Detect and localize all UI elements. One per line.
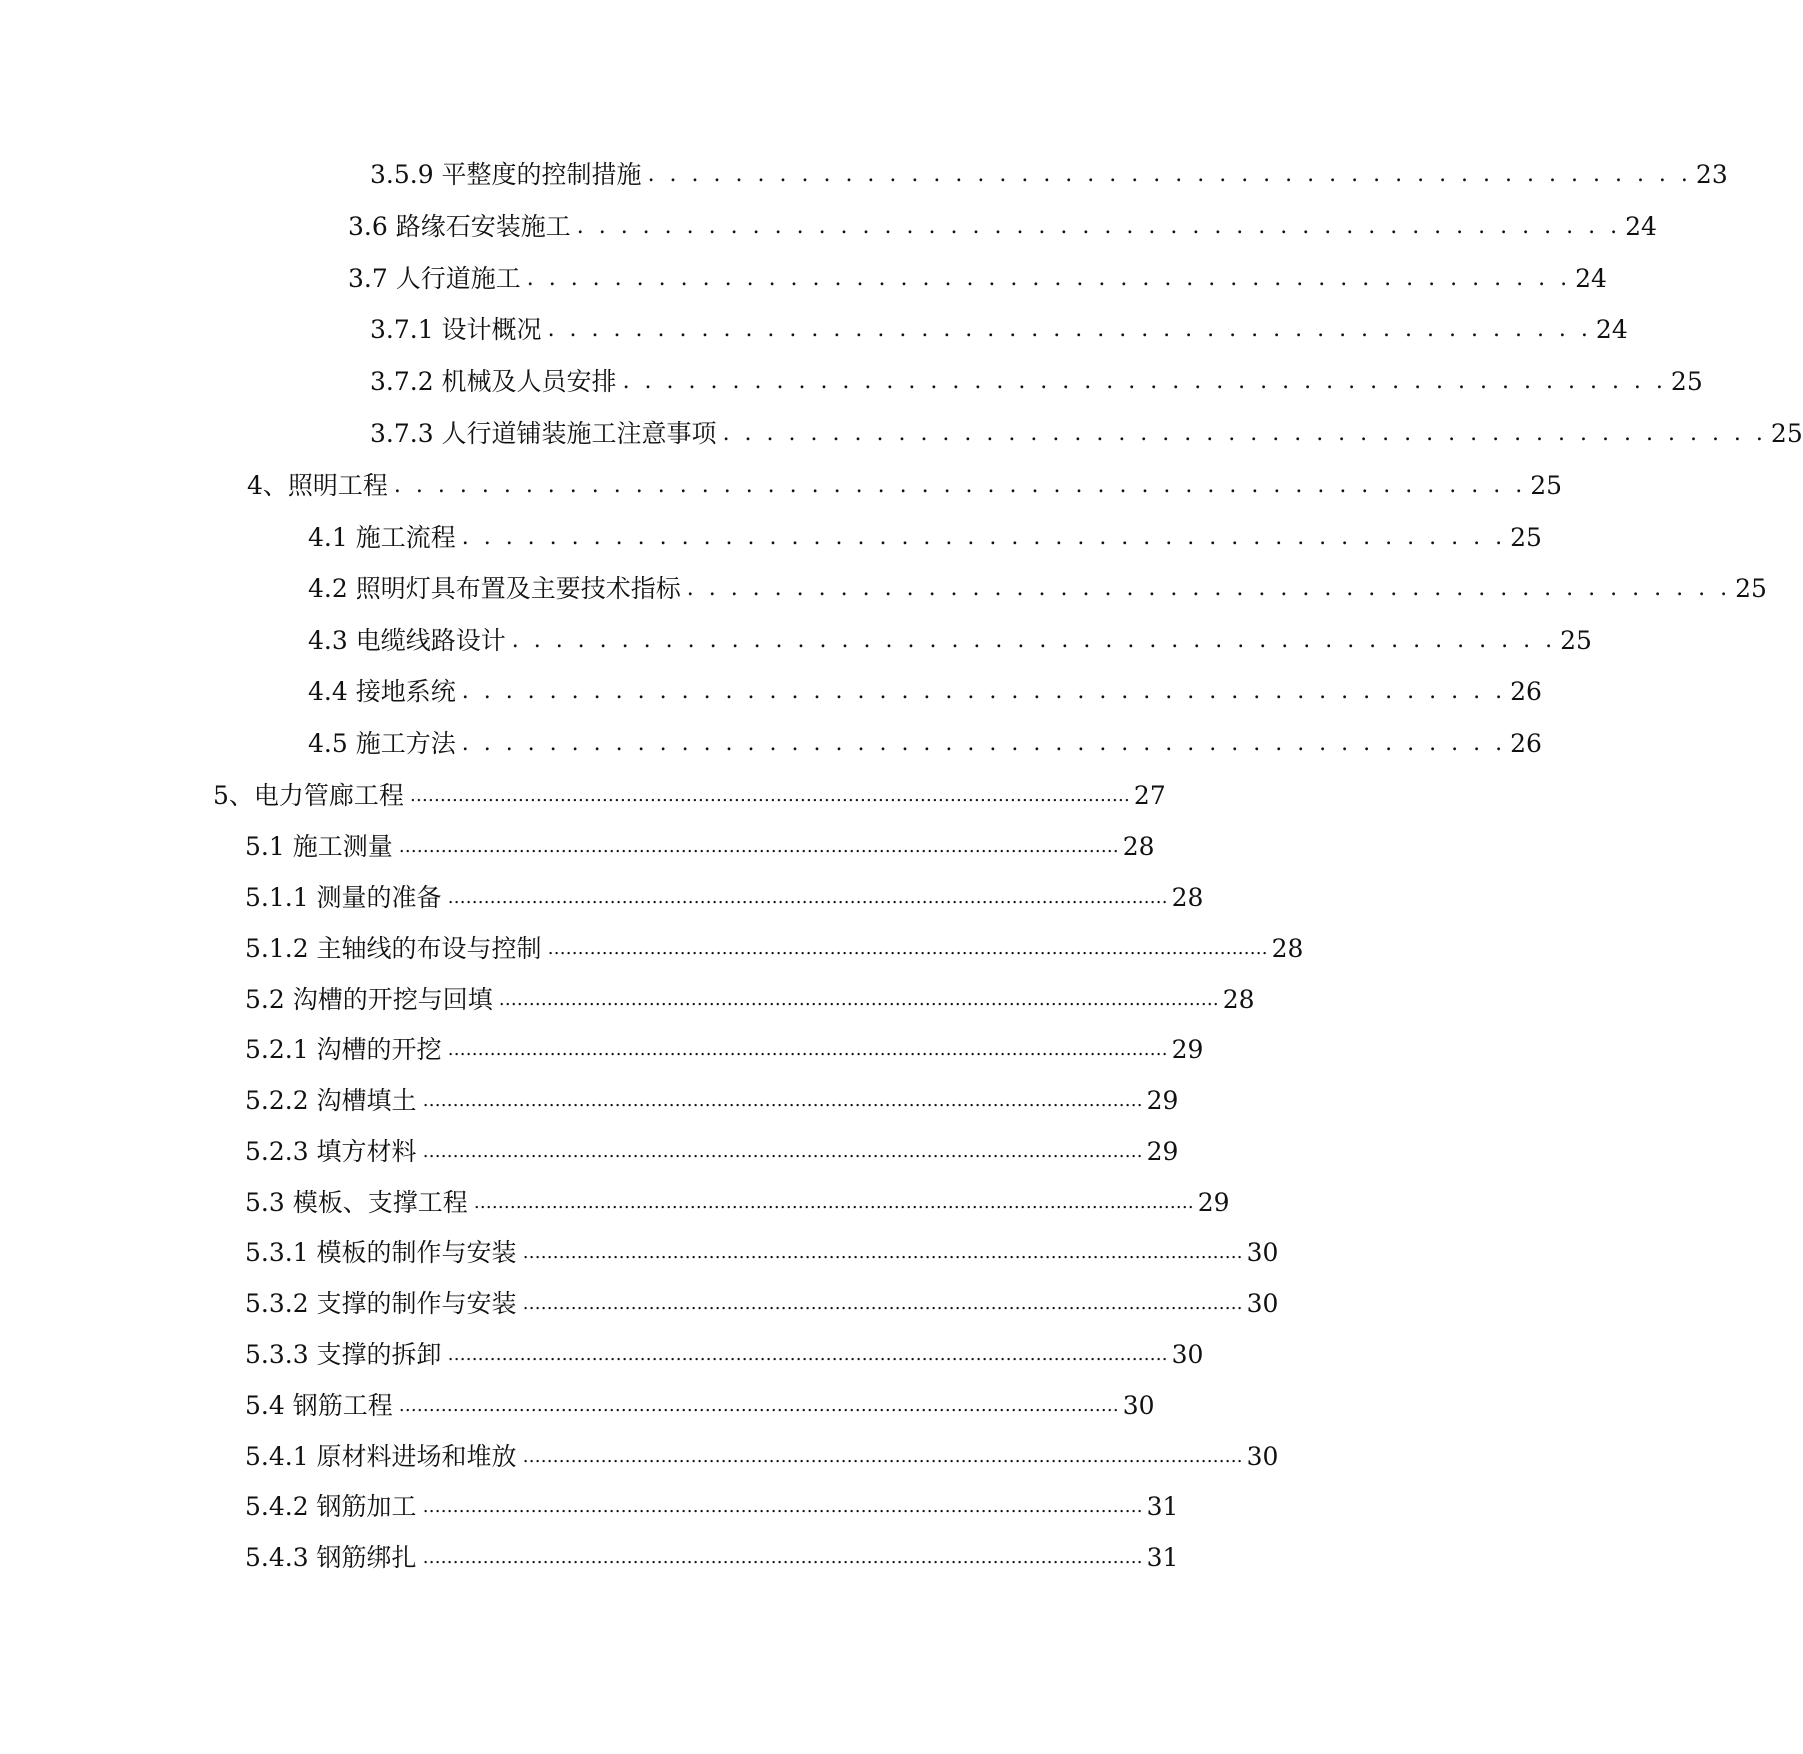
toc-leader-dots: . . . . . . . . . . . . . . . . . . . . . . . . . . . . . . . . . . . . . . . . . . . . . . . . . . . . [393,473,1527,498]
toc-entry-title: 5.4.1 原材料进场和堆放 [245,1442,517,1471]
toc-leader-dots: ………………………………………………………………………………………………………… [409,785,1130,806]
toc-entry-page: 29 [1171,1035,1204,1064]
toc-leader-dots: . . . . . . . . . . . . . . . . . . . . . . . . . . . . . . . . . . . . . . . . . . . . . . . . [686,576,1732,601]
toc-entry-title: 5.3.2 支撑的制作与安装 [245,1289,517,1318]
toc-entry[interactable] [308,515,1542,555]
toc-entry-title: 5.2.3 填方材料 [245,1137,417,1166]
toc-entry-title: 3.7.2 机械及人员安排 [370,367,617,396]
toc-entry[interactable] [245,1484,1179,1524]
toc-entry[interactable] [247,463,1563,503]
toc-entry-page: 24 [1575,264,1607,293]
toc-entry-page: 28 [1171,883,1204,912]
toc-entry-title: 5.4 钢筋工程 [245,1391,393,1420]
toc-entry-page: 28 [1271,934,1304,963]
toc-entry-title: 5、电力管廊工程 [213,781,404,810]
toc-leader-dots: . . . . . . . . . . . . . . . . . . . . . . . . . . . . . . . . . . . . . . . . . . . . . . . . [461,731,1507,756]
toc-leader-dots: ………………………………………………………………………………………………………… [522,1242,1243,1263]
toc-entry[interactable] [213,773,1166,813]
toc-entry-page: 25 [1670,367,1703,396]
toc-leader-dots: ………………………………………………………………………………………………………… [422,1547,1143,1568]
toc-leader-dots: . . . . . . . . . . . . . . . . . . . . . . . . . . . . . . . . . . . . . . . . . . . . . . . . [622,369,1667,394]
toc-leader-dots: ………………………………………………………………………………………………………… [522,1446,1243,1467]
toc-entry-title: 5.1.2 主轴线的布设与控制 [245,934,542,963]
toc-leader-dots: ………………………………………………………………………………………………………… [422,1090,1143,1111]
toc-entry-title: 5.2.2 沟槽填土 [245,1086,417,1115]
toc-entry-title: 4.5 施工方法 [308,729,456,758]
toc-entry-title: 4、照明工程 [247,471,388,500]
toc-entry-page: 24 [1625,212,1657,241]
toc-entry-title: 5.1 施工测量 [245,832,393,861]
toc-leader-dots: . . . . . . . . . . . . . . . . . . . . . . . . . . . . . . . . . . . . . . . . . . . . . . . . [547,317,1592,342]
toc-entry-title: 5.3 模板、支撑工程 [245,1188,468,1217]
toc-entry-title: 5.2.1 沟槽的开挖 [245,1035,442,1064]
toc-entry[interactable] [245,977,1255,1017]
toc-entry-page: 25 [1510,523,1542,552]
toc-leader-dots: . . . . . . . . . . . . . . . . . . . . . . . . . . . . . . . . . . . . . . . . . . . . . . . . [461,525,1507,550]
toc-leader-dots: ………………………………………………………………………………………………………… [522,1293,1243,1314]
toc-entry-page: 27 [1133,781,1166,810]
toc-entry-title: 4.2 照明灯具布置及主要技术指标 [308,574,681,603]
toc-entry[interactable] [370,411,1803,451]
toc-entry-page: 26 [1510,677,1542,706]
toc-leader-dots: . . . . . . . . . . . . . . . . . . . . . . . . . . . . . . . . . . . . . . . . . . . . . . . . [647,162,1692,187]
toc-leader-dots: ………………………………………………………………………………………………………… [447,1039,1168,1060]
toc-entry[interactable] [245,1027,1204,1067]
toc-leader-dots: . . . . . . . . . . . . . . . . . . . . . . . . . . . . . . . . . . . . . . . . . . . . . . . . [576,214,1622,239]
toc-entry-page: 30 [1122,1391,1155,1420]
toc-leader-dots: ………………………………………………………………………………………………………… [447,1344,1168,1365]
toc-entry-page: 24 [1595,315,1628,344]
toc-entry[interactable] [245,926,1304,966]
toc-entry-page: 29 [1146,1086,1179,1115]
toc-entry-title: 3.7.3 人行道铺装施工注意事项 [370,419,717,448]
toc-entry-title: 5.2 沟槽的开挖与回填 [245,985,493,1014]
toc-leader-dots: ………………………………………………………………………………………………………… [447,887,1168,908]
toc-entry-page: 30 [1246,1289,1279,1318]
toc-entry-title: 5.3.3 支撑的拆卸 [245,1340,442,1369]
toc-entry-page: 25 [1560,626,1592,655]
toc-leader-dots: ………………………………………………………………………………………………………… [422,1141,1143,1162]
toc-entry-page: 29 [1146,1137,1179,1166]
toc-entry-page: 26 [1510,729,1542,758]
toc-entry-title: 3.7 人行道施工 [348,264,521,293]
toc-entry[interactable] [370,359,1703,399]
toc-entry[interactable] [308,566,1767,606]
toc-entry-title: 5.4.2 钢筋加工 [245,1492,417,1521]
toc-entry[interactable] [308,618,1592,658]
toc-leader-dots: ………………………………………………………………………………………………………… [473,1192,1194,1213]
toc-leader-dots: . . . . . . . . . . . . . . . . . . . . . . . . . . . . . . . . . . . . . . . . . . . . . . . . [511,628,1557,653]
toc-leader-dots: ………………………………………………………………………………………………………… [398,1395,1119,1416]
toc-entry[interactable] [370,307,1628,347]
toc-leader-dots: ………………………………………………………………………………………………………… [422,1496,1143,1517]
toc-entry-title: 3.7.1 设计概况 [370,315,542,344]
toc-entry-page: 28 [1122,832,1155,861]
toc-leader-dots: ………………………………………………………………………………………………………… [398,836,1119,857]
toc-entry[interactable] [245,1281,1279,1321]
toc-entry-title: 5.3.1 模板的制作与安装 [245,1238,517,1267]
toc-entry-page: 23 [1695,160,1728,189]
toc-entry[interactable] [245,1180,1230,1220]
toc-entry-page: 31 [1146,1492,1179,1521]
toc-entry-title: 4.1 施工流程 [308,523,456,552]
toc-entry-page: 30 [1171,1340,1204,1369]
toc-entry-page: 25 [1530,471,1563,500]
toc-entry-page: 29 [1197,1188,1230,1217]
toc-leader-dots: . . . . . . . . . . . . . . . . . . . . . . . . . . . . . . . . . . . . . . . . . . . . . . . . [461,679,1507,704]
toc-entry[interactable] [308,721,1542,761]
toc-leader-dots: . . . . . . . . . . . . . . . . . . . . . . . . . . . . . . . . . . . . . . . . . . . . . . . . [722,421,1767,446]
toc-entry-title: 3.5.9 平整度的控制措施 [370,160,642,189]
toc-entry[interactable] [370,152,1728,192]
toc-entry-title: 5.1.1 测量的准备 [245,883,442,912]
toc-entry-page: 30 [1246,1442,1279,1471]
toc-entry[interactable] [245,824,1155,864]
toc-entry[interactable] [245,1129,1179,1169]
toc-entry-page: 25 [1770,419,1803,448]
toc-entry-page: 28 [1222,985,1255,1014]
toc-entry[interactable] [245,1535,1179,1575]
toc-entry-title: 4.4 接地系统 [308,677,456,706]
toc-entry[interactable] [348,204,1657,244]
toc-entry[interactable] [245,1434,1279,1474]
toc-leader-dots: ………………………………………………………………………………………………………… [547,938,1268,959]
toc-entry[interactable] [308,669,1542,709]
toc-entry[interactable] [245,1078,1179,1118]
toc-entry[interactable] [245,1332,1204,1372]
toc-entry-page: 31 [1146,1543,1179,1572]
toc-entry-title: 3.6 路缘石安装施工 [348,212,571,241]
toc-entry[interactable] [245,1230,1279,1270]
toc-entry[interactable] [348,256,1607,296]
toc-leader-dots: ………………………………………………………………………………………………………… [498,989,1219,1010]
toc-entry-title: 5.4.3 钢筋绑扎 [245,1543,417,1572]
toc-leader-dots: . . . . . . . . . . . . . . . . . . . . . . . . . . . . . . . . . . . . . . . . . . . . . . . . [526,266,1572,291]
toc-entry-page: 25 [1735,574,1767,603]
toc-entry-page: 30 [1246,1238,1279,1267]
toc-entry[interactable] [245,1383,1155,1423]
toc-entry[interactable] [245,875,1204,915]
toc-entry-title: 4.3 电缆线路设计 [308,626,506,655]
